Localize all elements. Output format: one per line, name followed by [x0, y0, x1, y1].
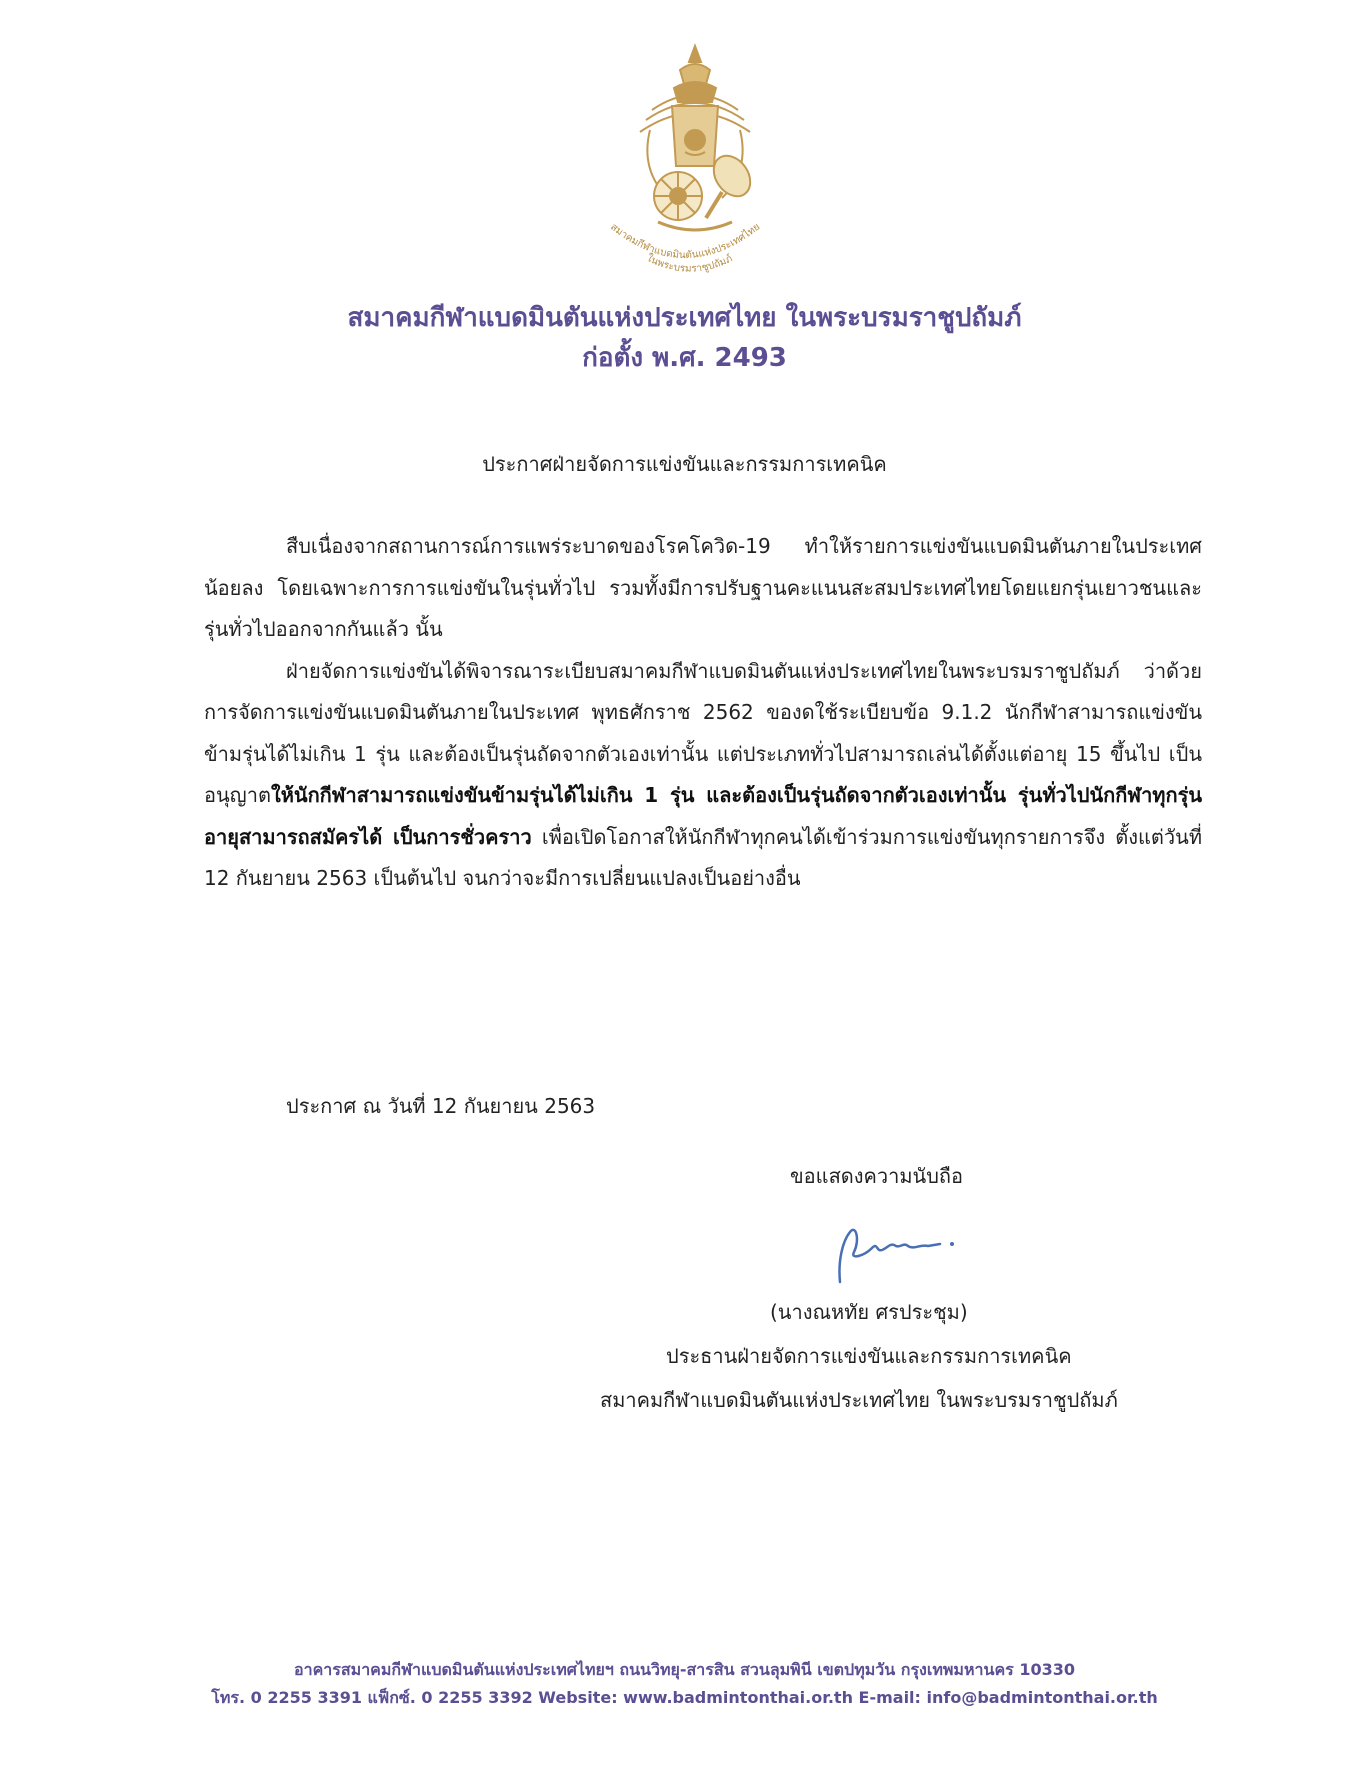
announcement-date: ประกาศ ณ วันที่ 12 กันยายน 2563: [286, 1094, 596, 1118]
signatory-position: ประธานฝ่ายจัดการแข่งขันและกรรมการเทคนิค: [666, 1344, 1072, 1368]
emblem-arc-text-bottom: ในพระบรมราชูปถัมภ์: [644, 252, 735, 275]
letterhead-footer: [0, 1656, 1369, 1712]
signatory-organization: สมาคมกีฬาแบดมินตันแห่งประเทศไทย ในพระบรมราชูปถัมภ์: [600, 1388, 1118, 1412]
title-line-1: สมาคมกีฬาแบดมินตันแห่งประเทศไทย ในพระบรมราชูปถัมภ์: [347, 303, 1022, 333]
svg-text:สมาคมกีฬาแบดมินตันแห่งประเทศไท: [608, 222, 762, 262]
announcement-heading: ประกาศฝ่ายจัดการแข่งขันและกรรมการเทคนิค: [482, 452, 887, 476]
footer-address: อาคารสมาคมกีฬาแบดมินตันแห่งประเทศไทยฯ ถนนวิทยุ-สารสิน สวนลุมพินี เขตปทุมวัน กรุงเทพมหานคร 10330: [294, 1660, 1075, 1679]
footer-contact: โทร. 0 2255 3391 แฟ็กซ์. 0 2255 3392 Website: www.badmintonthai.or.th E-mail: info@badmintonthai.or.th: [211, 1688, 1158, 1707]
closing-regards: ขอแสดงความนับถือ: [790, 1164, 964, 1188]
paragraph-2-bold: ให้นักกีฬาสามารถแข่งขันข้ามรุ่นได้ไม่เกิน 1 รุ่น และต้องเป็นรุ่นถัดจากตัวเองเท่านั้น รุ่นทั่วไปนักกีฬาทุกรุ่นอายุสามารถสมัครได้ เป็นการชั่วคราว: [204, 783, 1202, 849]
organization-title: [0, 298, 1369, 378]
association-emblem: [580, 40, 810, 288]
title-line-2: ก่อตั้ง พ.ศ. 2493: [582, 343, 787, 373]
handwritten-signature: [820, 1212, 980, 1292]
paragraph-2-part-a: ฝ่ายจัดการแข่งขันได้พิจารณาระเบียบสมาคมกีฬาแบดมินตันแห่งประเทศไทยในพระบรมราชูปถัมภ์ ว่าด้วยการจัดการแข่งขันแบดมินตันภายในประเทศ พุทธศักราช 2562 ของดใช้ระเบียบข้อ 9.1.2 นักกีฬาสามารถแข่งขันข้ามรุ่นได้ไม่เกิน 1 รุ่น และต้องเป็นรุ่นถัดจากตัวเองเท่านั้น แต่ประเภททั่วไปสามารถเล่นได้ตั้งแต่อายุ 15 ขึ้นไป เป็นอนุญาต: [204, 658, 1202, 807]
paragraph-1: สืบเนื่องจากสถานการณ์การแพร่ระบาดของโรคโควิด-19 ทำให้รายการแข่งขันแบดมินตันภายในประเทศน้อยลง โดยเฉพาะการการแข่งขันในรุ่นทั่วไป รวมทั้งมีการปรับฐานคะแนนสะสมประเทศไทยโดยแยกรุ่นเยาวชนและรุ่นทั่วไปออกจากกันแล้ว นั้น: [204, 534, 1202, 641]
signatory-name: (นางณหทัย ศรประชุม): [770, 1300, 968, 1324]
paragraph-2-part-b: เพื่อเปิดโอกาสให้นักกีฬาทุกคนได้เข้าร่วมการแข่งขันทุกรายการจึง ตั้งแต่วันที่ 12 กันยายน 2563 เป็นต้นไป จนกว่าจะมีการเปลี่ยนแปลงเป็นอย่างอื่น: [204, 824, 1202, 890]
announcement-body: [204, 526, 1202, 900]
paragraph-2: [204, 651, 1202, 900]
emblem-arc-text-top: สมาคมกีฬาแบดมินตันแห่งประเทศไทย: [608, 221, 763, 262]
